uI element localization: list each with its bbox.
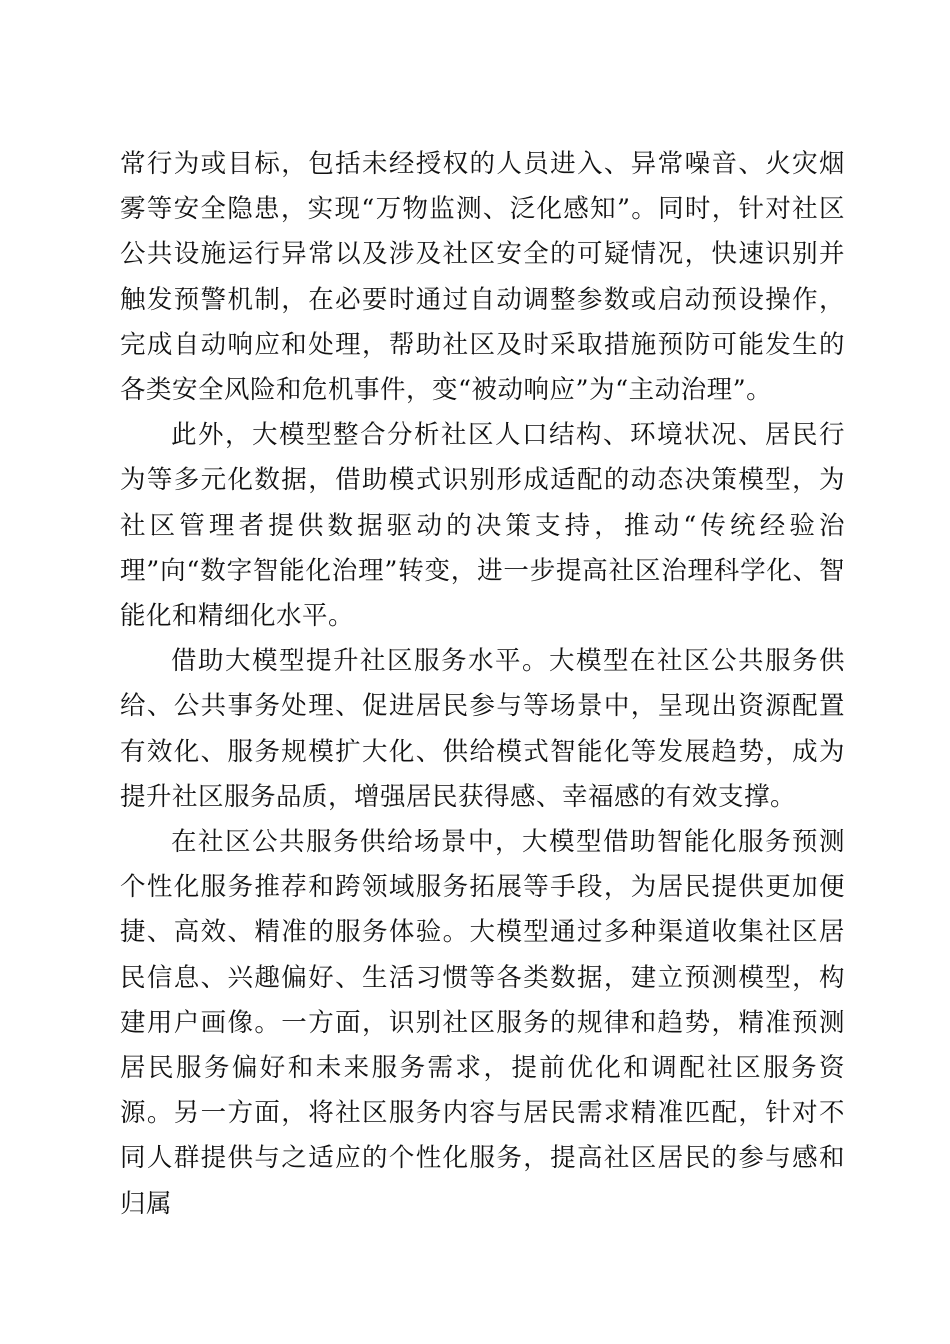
paragraph-service-level: 借助大模型提升社区服务水平。大模型在社区公共服务供给、公共事务处理、促进居民参与等场景中，呈现出资源配置有效化、服务规模扩大化、供给模式智能化等发展趋势，成为提升社区服务品质，增强居民获得感、幸福感的有效支撑。: [120, 646, 845, 812]
paragraph-public-service-supply: 在社区公共服务供给场景中，大模型借助智能化服务预测个性化服务推荐和跨领域服务拓展等手段，为居民提供更加便捷、高效、精准的服务体验。大模型通过多种渠道收集社区居民信息、兴趣偏好、生活习惯等各类数据，建立预测模型，构建用户画像。一方面，识别社区服务的规律和趋势，精准预测居民服务偏好和未来服务需求，提前优化和调配社区服务资源。另一方面，将社区服务内容与居民需求精准匹配，针对不同人群提供与之适应的个性化服务，提高社区居民的参与感和归属: [120, 827, 845, 1219]
paragraph-continuation: 常行为或目标，包括未经授权的人员进入、异常噪音、火灾烟雾等安全隐患，实现“万物监测、泛化感知”。同时，针对社区公共设施运行异常以及涉及社区安全的可疑情况，快速识别并触发预警机制，在必要时通过自动调整参数或启动预设操作，完成自动响应和处理，帮助社区及时采取措施预防可能发生的各类安全风险和危机事件，变“被动响应”为“主动治理”。: [120, 149, 845, 406]
paragraph-decision-support: 此外，大模型整合分析社区人口结构、环境状况、居民行为等多元化数据，借助模式识别形成适配的动态决策模型，为社区管理者提供数据驱动的决策支持，推动“传统经验治理”向“数字智能化治理”转变，进一步提高社区治理科学化、智能化和精细化水平。: [120, 420, 845, 632]
